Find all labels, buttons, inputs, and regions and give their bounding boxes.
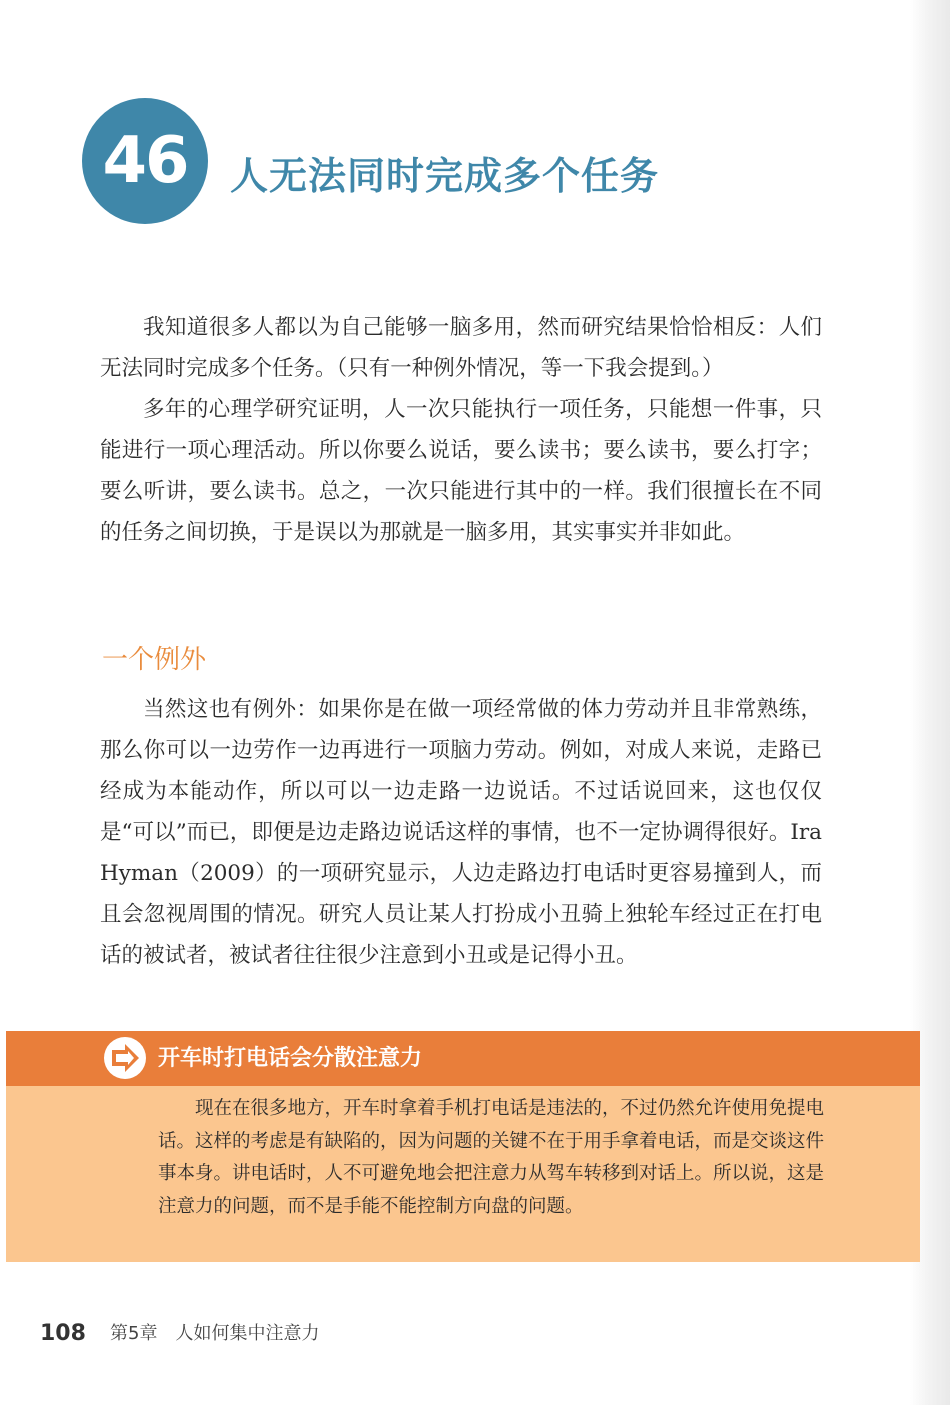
running-footer <box>110 1318 319 1350</box>
page-title: 人无法同时完成多个任务 <box>230 154 660 198</box>
chapter-title: 人如何集中注意力 <box>175 1323 320 1344</box>
exception-text <box>100 689 822 976</box>
callout-text <box>158 1093 824 1223</box>
page-number: 108 <box>40 1321 86 1346</box>
section-heading: 一个例外 <box>102 645 207 675</box>
arrow-right-icon <box>104 1037 146 1079</box>
callout-title: 开车时打电话会分散注意力 <box>158 1046 423 1071</box>
intro-text <box>100 307 822 553</box>
intro-paragraph: 我知道很多人都以为自己能够一脑多用，然而研究结果恰恰相反：人们无法同时完成多个任务。（只有一种例外情况，等一下我会提到。） <box>100 315 822 381</box>
intro-paragraph: 多年的心理学研究证明，人一次只能执行一项任务，只能想一件事，只能进行一项心理活动。所以你要么说话，要么读书；要么读书，要么打字；要么听讲，要么读书。总之，一次只能进行其中的一样。我们很擅长在不同的任务之间切换，于是误以为那就是一脑多用，其实事实并非如此。 <box>100 397 822 545</box>
exception-paragraph: 当然这也有例外：如果你是在做一项经常做的体力劳动并且非常熟练，那么你可以一边劳作一边再进行一项脑力劳动。例如，对成人来说，走路已经成为本能动作，所以可以一边走路一边说话。不过话说回来，这也仅仅是“可以”而已，即便是边走路边说话这样的事情，也不一定协调得很好。Ira Hyman（2009）的一项研究显示，人边走路边打电话时更容易撞到人，而且会忽视周围的情况。研究人员让某人打扮成小丑骑上独轮车经过正在打电话的被试者，被试者往往很少注意到小丑或是记得小丑。 <box>100 697 822 968</box>
callout-paragraph: 现在在很多地方，开车时拿着手机打电话是违法的，不过仍然允许使用免提电话。这样的考虑是有缺陷的，因为问题的关键不在于用手拿着电话，而是交谈这件事本身。讲电话时，人不可避免地会把注意力从驾车转移到对话上。所以说，这是注意力的问题，而不是手能不能控制方向盘的问题。 <box>158 1098 825 1217</box>
chapter-number: 第5章 <box>110 1323 158 1344</box>
section-number-badge: 46 <box>82 98 208 224</box>
